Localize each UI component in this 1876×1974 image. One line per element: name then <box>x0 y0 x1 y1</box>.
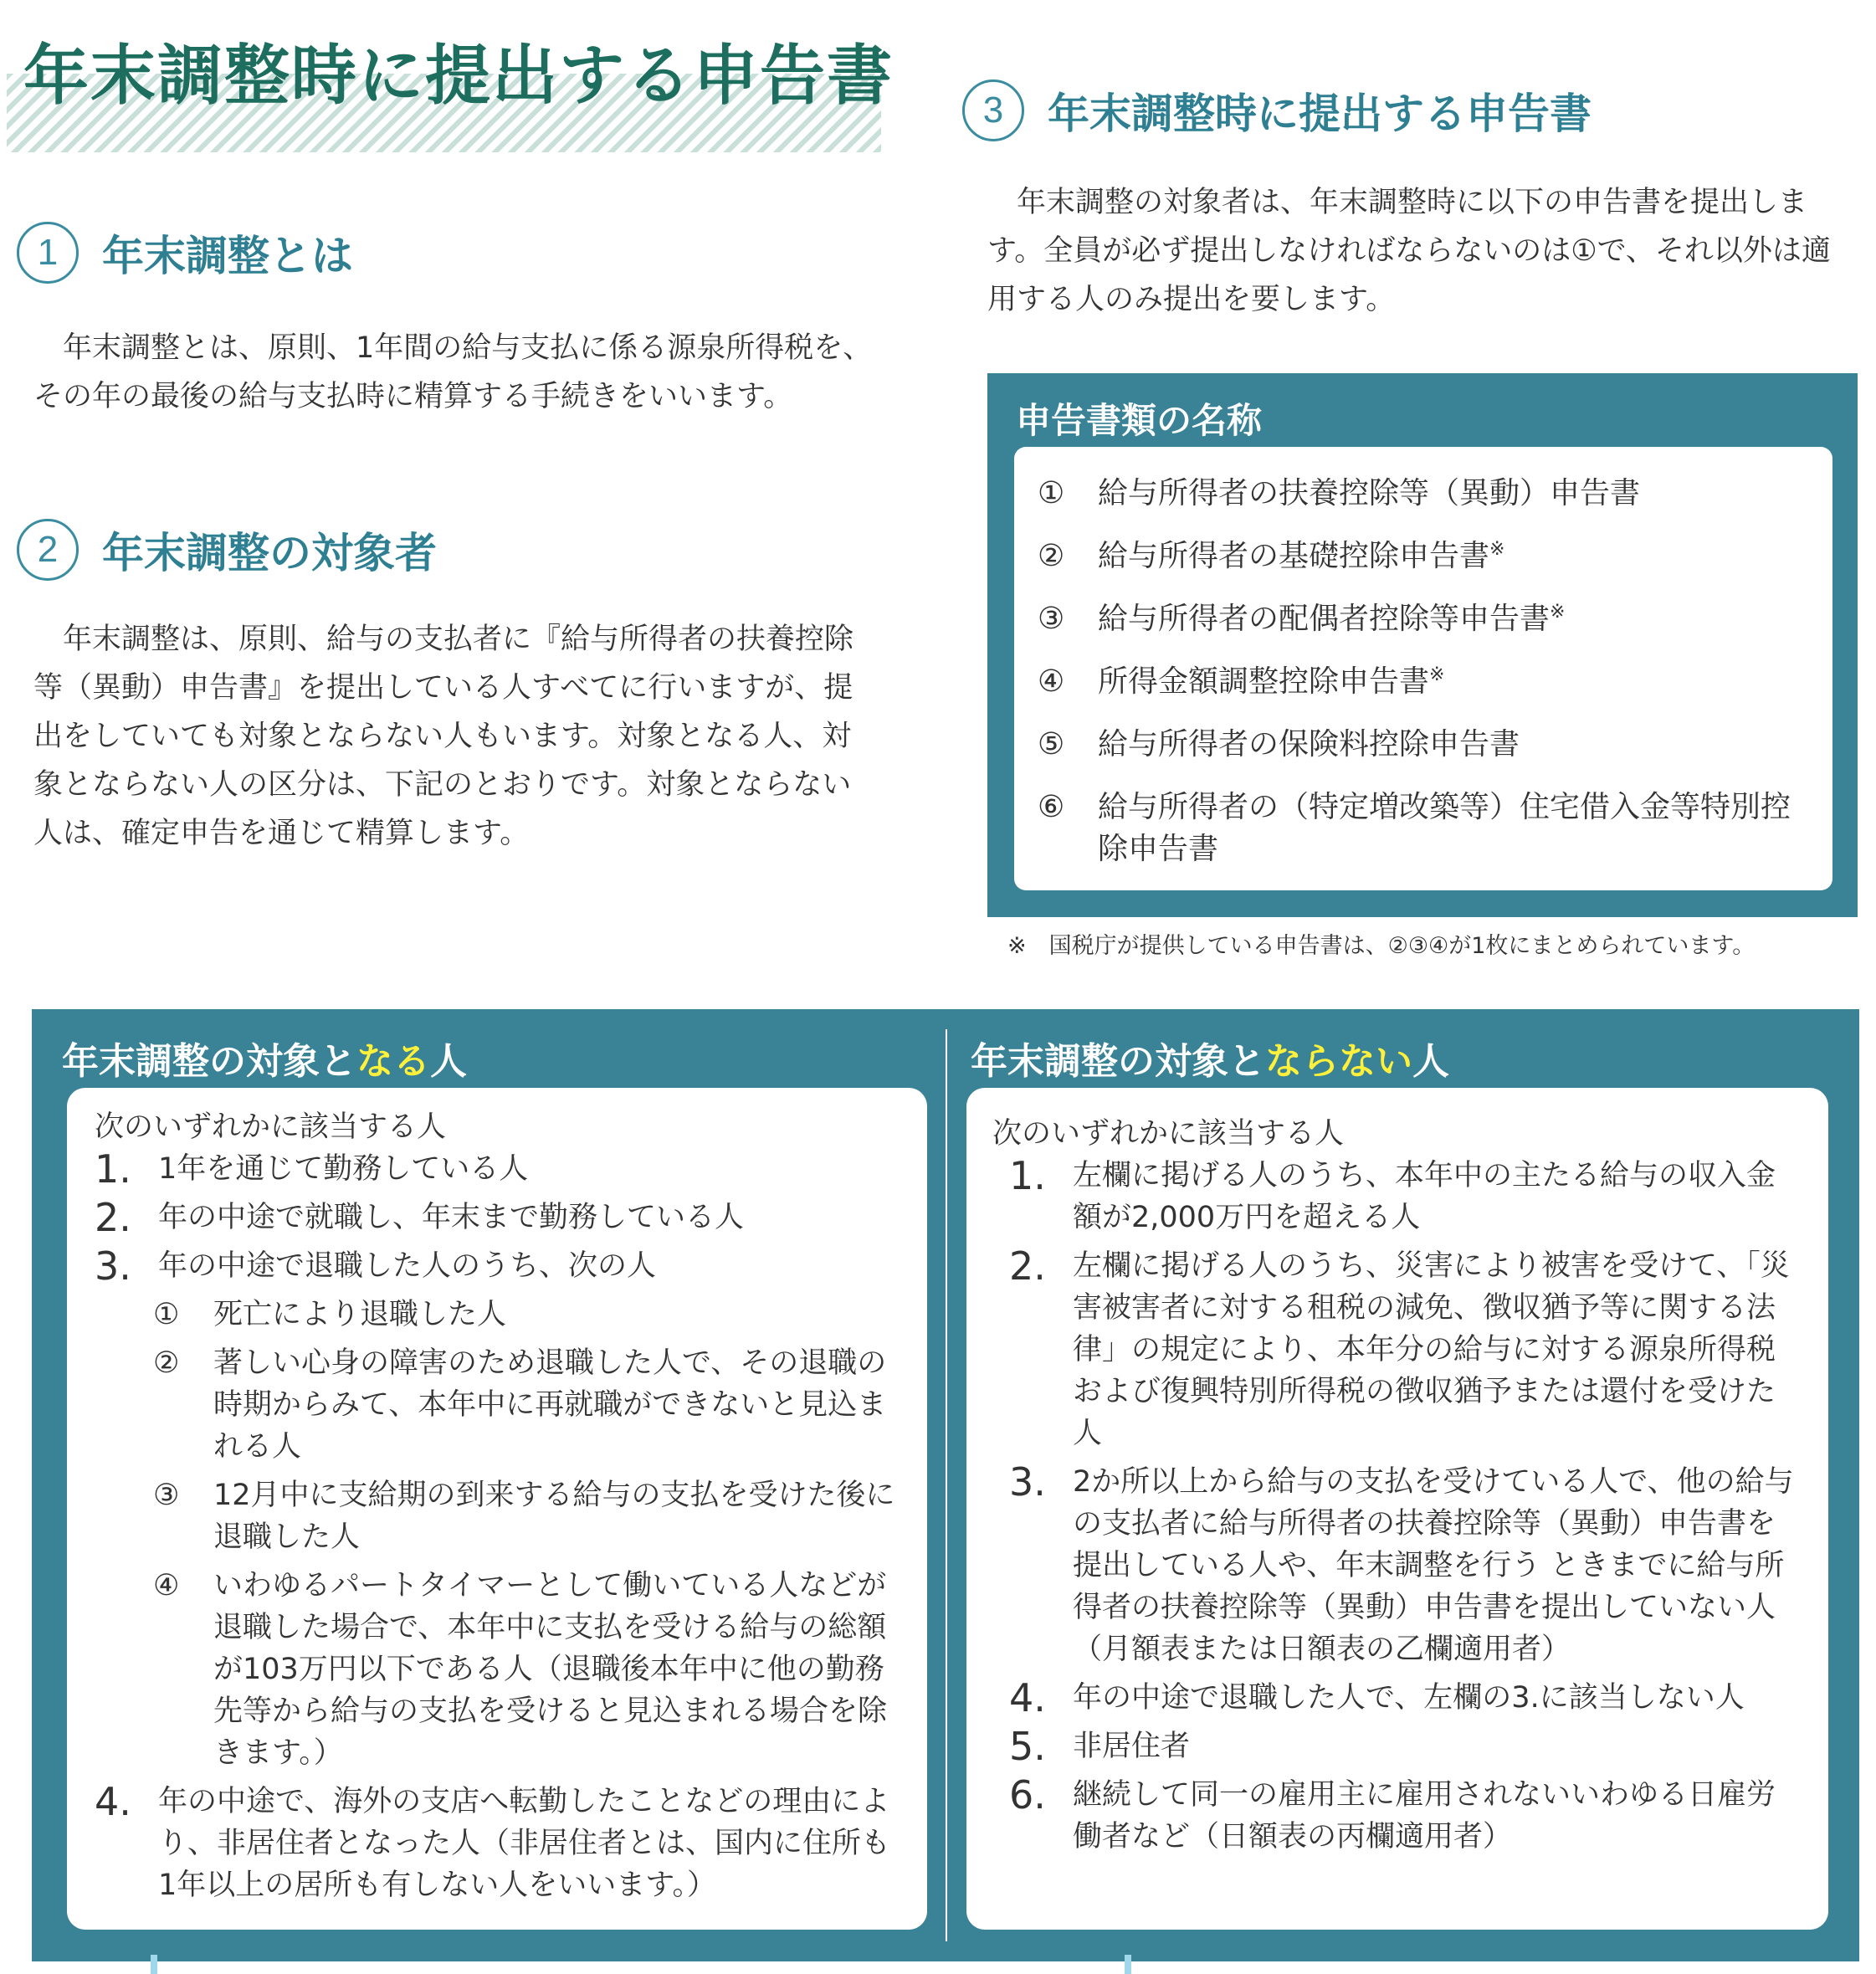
section3-number-badge: 3 <box>962 79 1024 141</box>
section3-body: 年末調整の対象者は、年末調整時に以下の申告書を提出します。全員が必ず提出しなければならないのは①で、それ以外は適用する人のみ提出を要します。 <box>987 186 1831 316</box>
form-names-panel-title: 申告書類の名称 <box>1016 400 1263 441</box>
form-item <box>1038 598 1807 640</box>
target-item: 1. 1年を通じて勤務している人 <box>95 1146 529 1192</box>
section1-body: 年末調整とは、原則、1年間の給与支払に係る源泉所得税を、その年の最後の給与支払時に精算する手続きをいいます。 <box>33 331 873 413</box>
section1-heading <box>17 222 353 284</box>
form-item-name: 給与所得者の扶養控除等（異動）申告書 <box>1098 476 1641 510</box>
form-item <box>1038 473 1807 515</box>
section2-body: 年末調整は、原則、給与の支払者に『給与所得者の扶養控除等（異動）申告書』を提出している人すべてに行いますが、提出をしていても対象とならない人もいます。対象となる人、対象とならない人の区分は、下記のとおりです。対象とならない人は、確定申告を通じて精算します。 <box>33 623 854 850</box>
section3-title: 年末調整時に提出する申告書 <box>1048 90 1592 138</box>
section1-number-badge: 1 <box>17 222 79 284</box>
form-item-name: 給与所得者の保険料控除申告書 <box>1098 727 1520 761</box>
target-subitem: ① 死亡により退職した人 <box>153 1298 507 1331</box>
form-item-name: 給与所得者の配偶者控除等申告書※ <box>1098 602 1566 636</box>
form-item <box>1038 724 1807 766</box>
bottom-connector-right <box>1125 1955 1131 1974</box>
target-item: 2. 年の中途で就職し、年末まで勤務している人 <box>95 1195 745 1240</box>
target-subitem: ③ 12月中に支給期の到来する給与の支払を受けた後に退職した人 <box>153 1479 895 1554</box>
bottom-connector-left <box>151 1955 157 1974</box>
nontarget-item: 2. 左欄に掲げる人のうち、災害により被害を受けて、「災害被害者に対する租税の減免、徴収猶予等に関する法律」の規定により、本年分の給与に対する源泉所得税および復興特別所得税の徴収猶予または還付を受けた人 <box>1009 1243 1790 1450</box>
section2-title: 年末調整の対象者 <box>102 529 437 577</box>
form-item-number: ④ <box>1038 664 1065 699</box>
nontarget-item: 3. 2か所以上から給与の支払を受けている人で、他の給与の支払者に給与所得者の扶養控除等（異動）申告書を提出している人や、年末調整を行う ときまでに給与所得者の扶養控除等（異動）申告書を提出していない人（月額表または日額表の乙欄適用者） <box>1009 1459 1794 1666</box>
form-item-number: ② <box>1038 539 1065 573</box>
form-item-name: 給与所得者の（特定増改築等）住宅借入金等特別控除申告書 <box>1098 790 1791 866</box>
nontarget-lead: 次のいずれかに該当する人 <box>992 1117 1345 1151</box>
form-item-number: ⑤ <box>1038 727 1065 761</box>
target-subitem: ④ いわゆるパートタイマーとして働いている人などが退職した場合で、本年中に支払を受ける給与の総額が103万円以下である人（退職後本年中に他の勤務先等から給与の支払を受けると見込まれる場合を除きます。） <box>153 1569 888 1770</box>
target-item: 4. 年の中途で、海外の支店へ転勤したことなどの理由により、非居住者となった人（非居住者とは、国内に住所も1年以上の居所も有しない人をいいます。） <box>95 1779 891 1902</box>
form-item-number: ⑥ <box>1038 790 1065 824</box>
section2-number-badge: 2 <box>17 519 79 581</box>
form-item-number: ① <box>1038 476 1065 510</box>
form-item <box>1038 661 1807 703</box>
target-column-heading: 年末調整の対象となる人 <box>62 1040 467 1083</box>
section1-title: 年末調整とは <box>102 232 353 280</box>
target-lead: 次のいずれかに該当する人 <box>95 1110 447 1144</box>
nontarget-item: 6. 継続して同一の雇用主に雇用されないいわゆる日雇労働者など（日額表の丙欄適用者） <box>1009 1772 1776 1854</box>
form-item <box>1038 536 1807 577</box>
form-item <box>1038 787 1807 870</box>
form-item-number: ③ <box>1038 602 1065 636</box>
nontarget-item: 5. 非居住者 <box>1009 1724 1191 1769</box>
target-subitem: ② 著しい心身の障害のため退職した人で、その退職の時期からみて、本年中に再就職ができないと見込まれる人 <box>153 1346 887 1464</box>
target-column-content <box>95 1106 898 1906</box>
section3-heading <box>962 79 1592 141</box>
forms-footnote: ※ 国税庁が提供している申告書は、②③④が1枚にまとめられています。 <box>1007 933 1756 959</box>
target-item: 3. 年の中途で退職した人のうち、次の人 <box>95 1243 657 1289</box>
nontarget-item: 1. 左欄に掲げる人のうち、本年中の主たる給与の収入金額が2,000万円を超える人 <box>1009 1153 1776 1234</box>
column-divider <box>946 1029 947 1941</box>
form-item-name: 所得金額調整控除申告書※ <box>1098 664 1445 699</box>
nontarget-item: 4. 年の中途で退職した人で、左欄の3.に該当しない人 <box>1009 1675 1745 1720</box>
form-item-name: 給与所得者の基礎控除申告書※ <box>1098 539 1505 573</box>
section2-heading <box>17 519 437 581</box>
nontarget-column-heading: 年末調整の対象とならない人 <box>971 1040 1449 1083</box>
nontarget-column-content <box>992 1113 1804 1858</box>
page-title: 年末調整時に提出する申告書 <box>23 38 894 114</box>
